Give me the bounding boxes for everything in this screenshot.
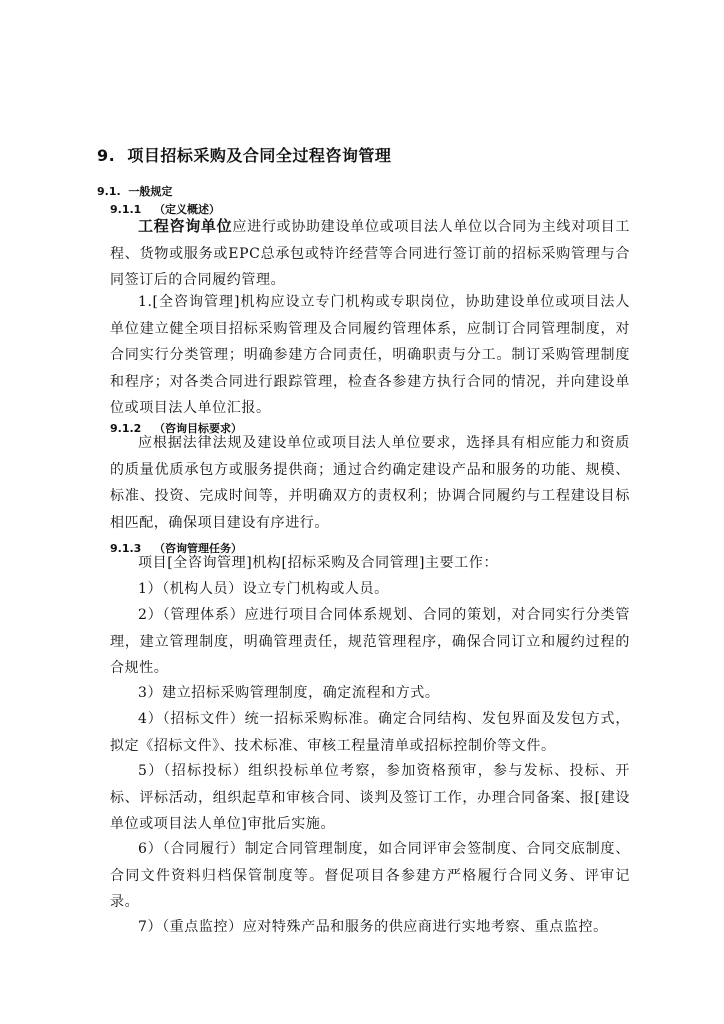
subsection-title: （定义概述） [154,203,220,216]
subsection-title: （咨询管理任务） [154,542,242,555]
list-item-4: 4）（招标文件）统一招标采购标准。确定合同结构、发包界面及发包方式，拟定《招标文件》、技术标准、审核工程量清单或招标控制价等文件。 [110,711,630,754]
section-number: 9.1. [97,185,121,198]
list-item-2: 2）（管理体系）应进行项目合同体系规划、合同的策划，对合同实行分类管理，建立管理制度，明确管理责任，规范管理程序，确保合同订立和履约过程的合规性。 [110,607,630,676]
subsection-number: 9.1.3 [110,542,142,555]
paragraph-definition [110,213,630,294]
list-item-5: 5）（招标投标）组织投标单位考察，参加资格预审，参与发标、投标、开标、评标活动，组织起草和审核合同、谈判及签订工作，办理合同备案、报[建设单位或项目法人单位]审批后实施。 [110,763,630,832]
paragraph-item-1: 1.[全咨询管理]机构应设立专门机构或专职岗位，协助建设单位或项目法人单位建立健全项目招标采购管理及合同履约管理体系，应制订合同管理制度，对合同实行分类管理；明确参建方合同责任，明确职责与分工。制订采购管理制度和程序；对各类合同进行跟踪管理，检查各参建方执行合同的情况，并向建设单位或项目法人单位汇报。 [110,294,630,416]
list-item-6: 6）（合同履行）制定合同管理制度，如合同评审会签制度、合同交底制度、合同文件资料归档保管制度等。督促项目各参建方严格履行合同义务、评审记录。 [110,841,630,910]
list-item-1: 1）（机构人员）设立专门机构或人员。 [138,581,389,597]
chapter-heading [97,143,391,166]
paragraph-intro: 项目[全咨询管理]机构[招标采购及合同管理]主要工作： [138,555,499,571]
section-heading [97,183,172,199]
paragraph-text: 应进行或协助建设单位或项目法人单位以合同为主线对项目工程、货物或服务或EPC总承包或特许经营等合同进行签订前的招标采购管理与合同签订后的合同履约管理。 [110,219,630,288]
chapter-number: 9. [97,146,116,165]
subsection-title: （咨询目标要求） [154,422,242,435]
lead-term: 工程咨询单位 [138,217,233,235]
paragraph-goal: 应根据法律法规及建设单位或项目法人单位要求，选择具有相应能力和资质的质量优质承包方或服务提供商；通过合约确定建设产品和服务的功能、规模、标准、投资、完成时间等，并明确双方的责权利；协调合同履约与工程建设目标相匹配，确保项目建设有序进行。 [110,435,630,531]
subsection-number: 9.1.1 [110,203,142,216]
list-item-7: 7）（重点监控）应对特殊产品和服务的供应商进行实地考察、重点监控。 [138,919,608,935]
chapter-title: 项目招标采购及合同全过程咨询管理 [127,146,392,165]
section-title: 一般规定 [128,185,173,198]
subsection-number: 9.1.2 [110,422,142,435]
list-item-3: 3）建立招标采购管理制度，确定流程和方式。 [138,685,440,701]
